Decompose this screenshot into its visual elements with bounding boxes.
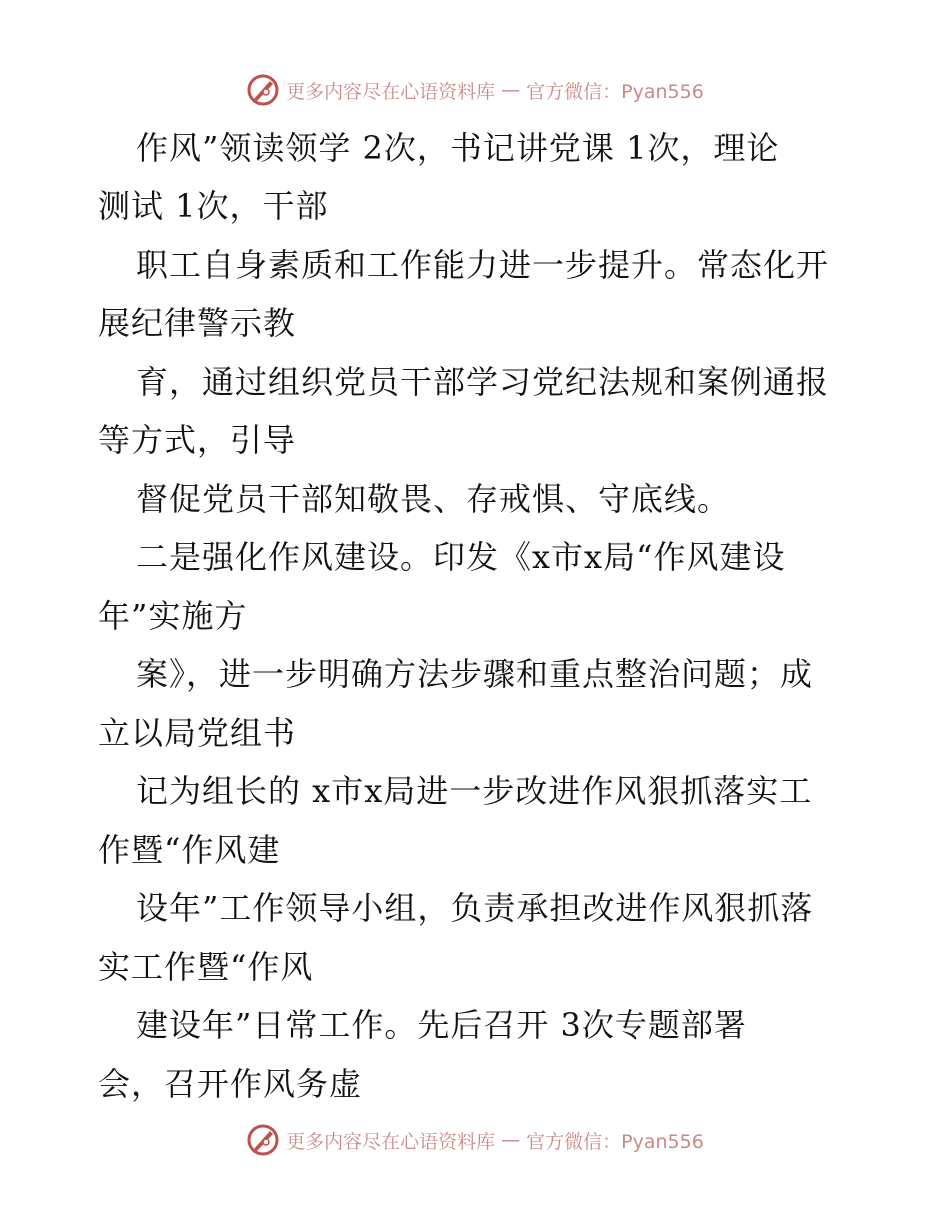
body-line: 会，召开作风务虚 xyxy=(98,1065,363,1103)
body-line: 等方式，引导 xyxy=(98,421,297,459)
watermark-wechat: 官方微信：Pyan556 xyxy=(526,80,704,103)
watermark-separator: — xyxy=(501,1129,521,1151)
body-line: 测试 1次，干部 xyxy=(98,187,329,225)
body-line: 职工自身素质和工作能力进一步提升。常态化开 xyxy=(136,246,830,284)
footer-watermark xyxy=(0,1120,950,1160)
watermark-text: 更多内容尽在心语资料库 xyxy=(286,80,496,103)
body-line: 立以局党组书 xyxy=(98,714,297,752)
body-line: 实工作暨“作风 xyxy=(98,948,314,986)
body-line: 作风”领读领学 2次，书记讲党课 1次，理论 xyxy=(136,129,780,167)
quill-seal-icon xyxy=(246,1123,280,1157)
watermark-text: 更多内容尽在心语资料库 xyxy=(286,1130,496,1153)
body-line: 展纪律警示教 xyxy=(98,304,297,342)
body-line: 建设年”日常工作。先后召开 3次专题部署 xyxy=(136,1006,747,1044)
watermark-wechat: 官方微信：Pyan556 xyxy=(526,1130,704,1153)
body-line: 案》，进一步明确方法步骤和重点整治问题；成 xyxy=(136,655,814,693)
body-line: 记为组长的 x市x局进一步改进作风狠抓落实工 xyxy=(136,772,813,810)
body-line: 作暨“作风建 xyxy=(98,831,281,869)
body-line: 育，通过组织党员干部学习党纪法规和案例通报 xyxy=(136,363,830,401)
body-line: 设年”工作领导小组，负责承担改进作风狠抓落 xyxy=(136,889,814,927)
watermark-separator: — xyxy=(501,79,521,101)
body-line: 年”实施方 xyxy=(98,597,248,635)
body-line: 二是强化作风建设。印发《x市x局“作风建设 xyxy=(136,538,786,576)
body-line: 督促党员干部知敬畏、存戒惧、守底线。 xyxy=(136,480,731,518)
